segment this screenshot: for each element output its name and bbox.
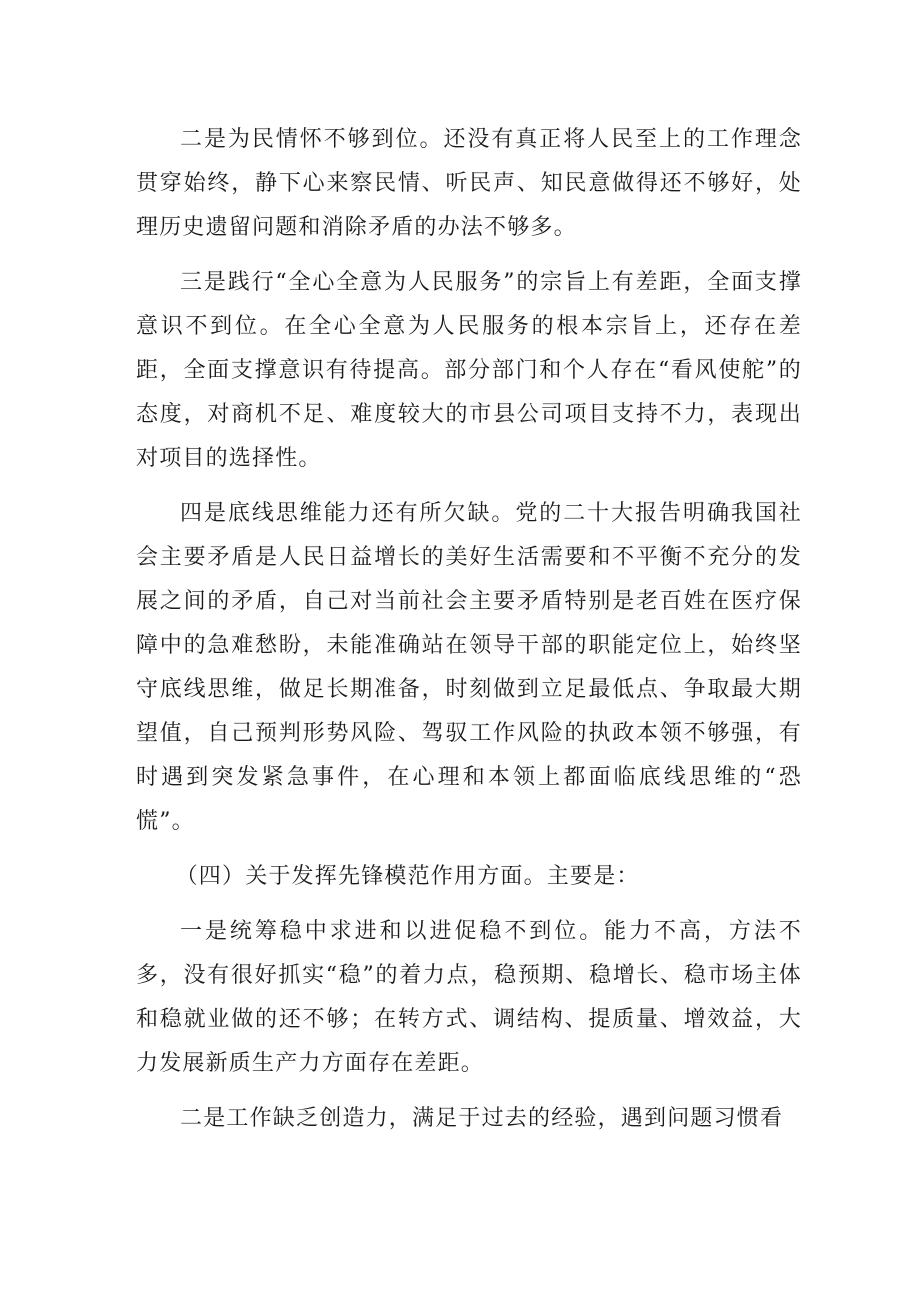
paragraph-people-sentiment: 二是为民情怀不够到位。还没有真正将人民至上的工作理念贯穿始终，静下心来察民情、听民声、知民意做得还不够好，处理历史遗留问题和消除矛盾的办法不够多。	[136, 127, 802, 240]
paragraph-stability-progress: 一是统筹稳中求进和以进促稳不到位。能力不高，方法不多，没有很好抓实“稳”的着力点，稳预期、稳增长、稳市场主体和稳就业做的还不够；在转方式、调结构、提质量、增效益，大力发展新质生产力方面存在差距。	[136, 919, 802, 1076]
section-heading-vanguard-role: （四）关于发挥先锋模范作用方面。主要是：	[175, 864, 640, 889]
document-body	[136, 118, 802, 1152]
paragraph-lack-creativity: 二是工作缺乏创造力，满足于过去的经验，遇到问题习惯看	[180, 1106, 784, 1131]
paragraph-serve-people-purpose: 三是践行“全心全意为人民服务”的宗旨上有差距，全面支撑意识不到位。在全心全意为人民服务的根本宗旨上，还存在差距，全面支撑意识有待提高。部分部门和个人存在“看风使舵”的态度，对商机不足、难度较大的市县公司项目支持不力，表现出对项目的选择性。	[136, 270, 802, 471]
paragraph-bottom-line-thinking: 四是底线思维能力还有所欠缺。党的二十大报告明确我国社会主要矛盾是人民日益增长的美好生活需要和不平衡不充分的发展之间的矛盾，自己对当前社会主要矛盾特别是老百姓在医疗保障中的急难愁盼，未能准确站在领导干部的职能定位上，始终坚守底线思维，做足长期准备，时刻做到立足最低点、争取最大期望值，自己预判形势风险、驾驭工作风险的执政本领不够强，有时遇到突发紧急事件，在心理和本领上都面临底线思维的“恐慌”。	[136, 501, 802, 834]
